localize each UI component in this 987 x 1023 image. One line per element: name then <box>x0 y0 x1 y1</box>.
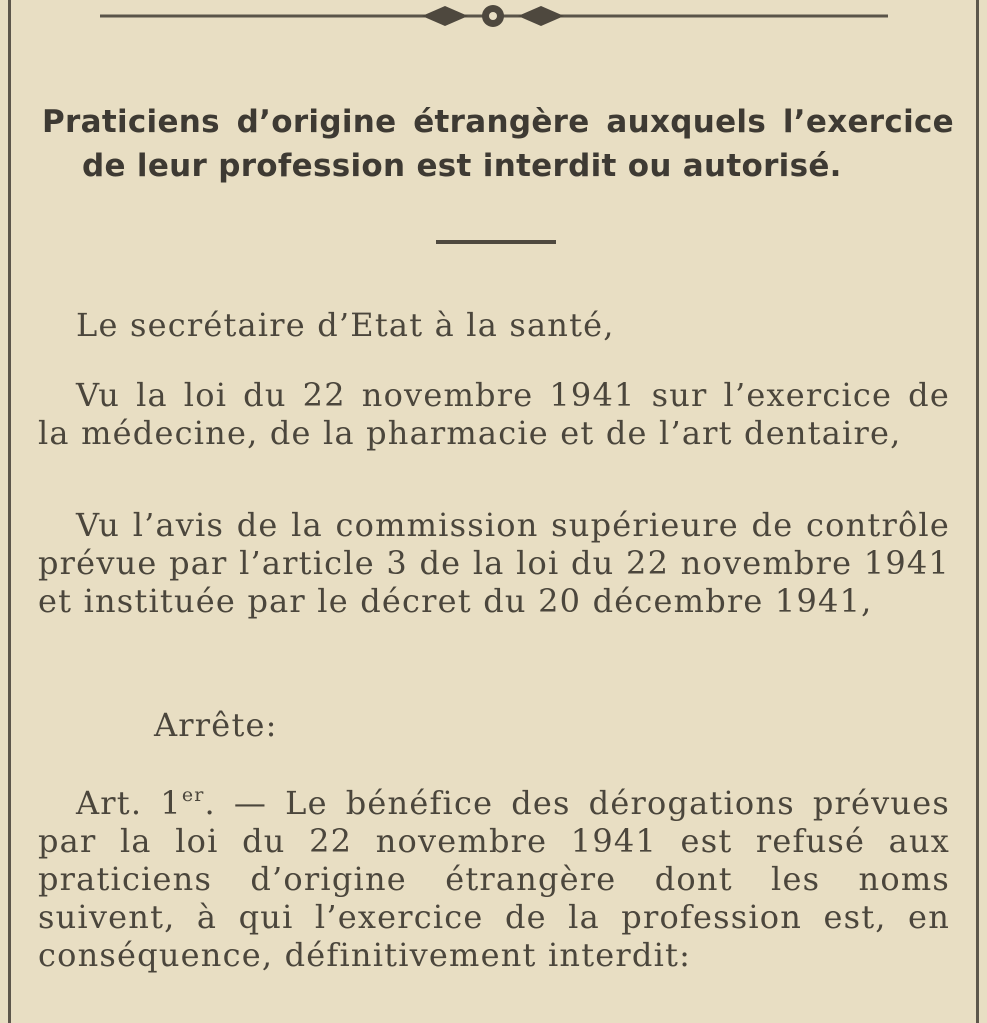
decree-heading: Arrête: <box>154 706 278 744</box>
article-1-ordinal: er <box>181 784 205 806</box>
headline-divider <box>436 240 556 244</box>
article-1-label: Art. 1 <box>76 784 182 822</box>
left-column-rule <box>8 0 11 1023</box>
article-headline: Praticiens d’origine étrangère auxquels l’exercice de leur profession est interdit ou autorisé. <box>42 104 954 184</box>
article-1-text: . — Le bénéfice des dérogations prévues par la loi du 22 novembre 1941 est refusé aux praticiens d’origine étrangère dont les noms suivent, à qui l’exercice de la profession est, en conséquence, définitivement interdit: <box>38 784 950 974</box>
ornamental-divider <box>100 4 888 28</box>
salutation: Le secrétaire d’Etat à la santé, <box>76 306 615 344</box>
article-1 <box>38 776 950 974</box>
whereas-clause-1: Vu la loi du 22 novembre 1941 sur l’exercice de la médecine, de la pharmacie et de l’art dentaire, <box>38 376 950 452</box>
whereas-clause-2: Vu l’avis de la commission supérieure de contrôle prévue par l’article 3 de la loi du 22 novembre 1941 et instituée par le décret du 20 décembre 1941, <box>38 506 950 620</box>
right-column-rule <box>976 0 979 1023</box>
